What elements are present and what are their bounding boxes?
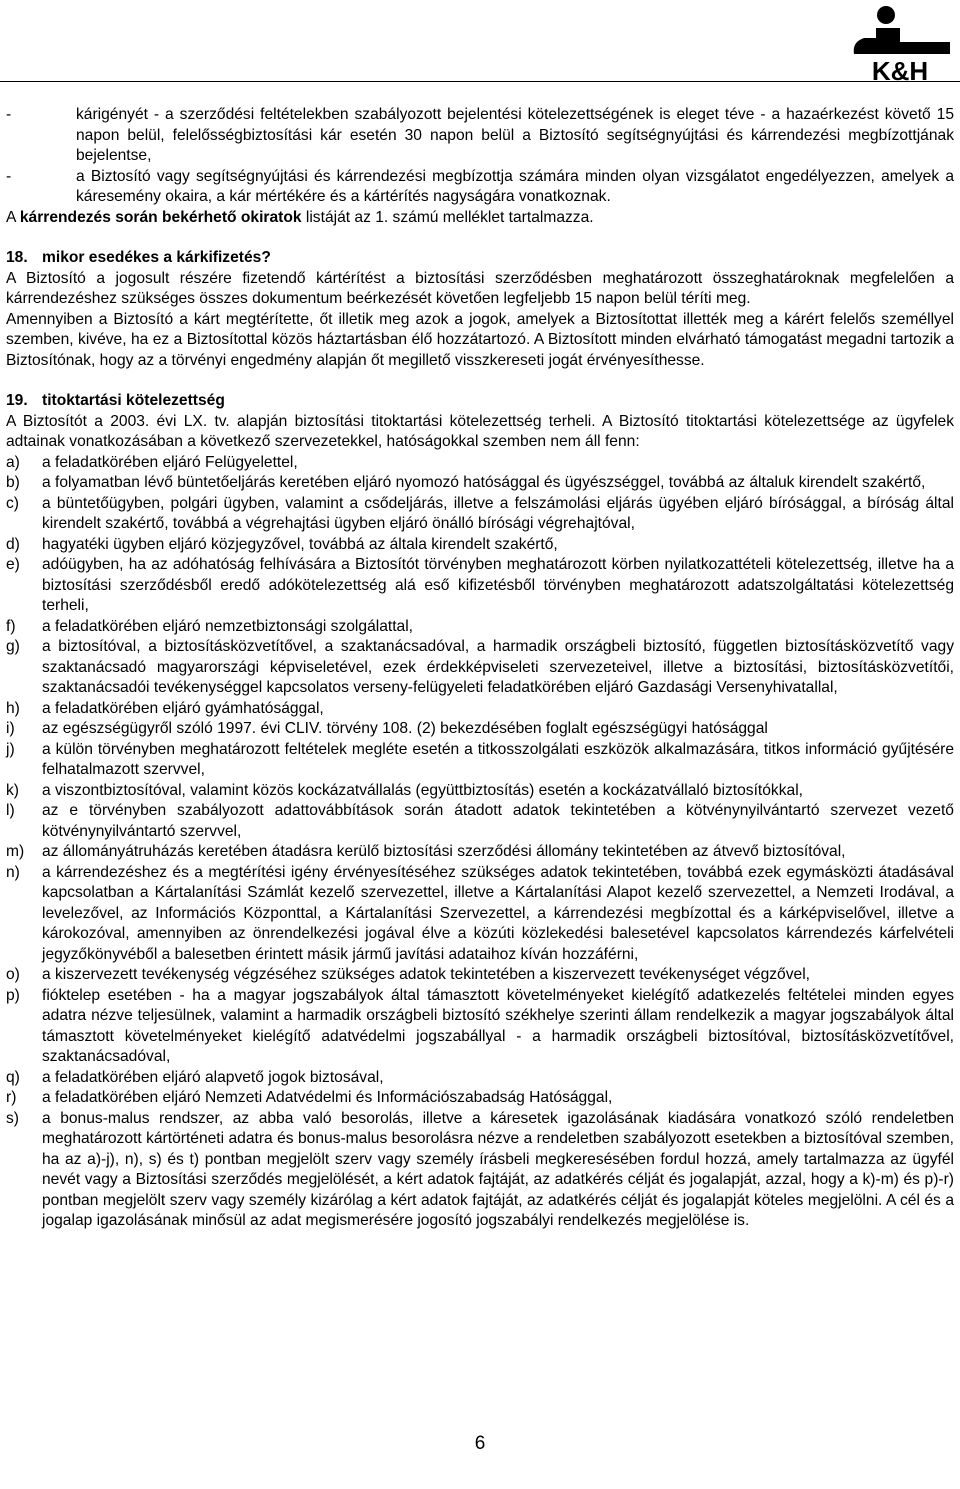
list-item <box>6 555 954 617</box>
list-item-label: c) <box>6 494 19 512</box>
list-item-text: a folyamatban lévő büntetőeljárás keretében eljáró nyomozó hatósággal és ügyészséggel, továbbá az általuk kirendelt szakértő, <box>42 474 926 491</box>
list-item-label: f) <box>6 617 16 635</box>
section-18-paragraph-2: Amennyiben a Biztosító a kárt megtérítette, őt illetik meg azok a jogok, amelyek a Biztosítottat illették meg a kárért felelős személlyel szemben, kivéve, ha ez a Biztosítottal közös háztartásban élő hozzátartozó. A Biztosított minden elvárható támogatást megadni tartozik a Biztosítónak, hogy az a törvényi engedmény alapján őt megillető visszkereseti jogát érvényesíthesse. <box>6 310 954 369</box>
list-item-text: a feladatkörében eljáró gyámhatósággal, <box>42 699 324 717</box>
list-item <box>6 453 954 474</box>
logo-wordmark: K&H <box>871 56 929 82</box>
section-18-heading <box>6 248 954 269</box>
list-item-text: a büntetőügyben, polgári ügyben, valamint a csődeljárás, illetve a felszámolási eljárás ügyében eljáró bírósággal, a bíróság által kirendelt szakértő, továbbá a végrehajtási ügyben eljáró önálló bírósági végrehajtóval, <box>42 494 954 532</box>
list-item-text: a feladatkörében eljáró Felügyelettel, <box>42 453 298 471</box>
list-item-text: az e törvényben szabályozott adattovábbítások során átadott adatok tekintetében a kötvénynyilvántartó szervezet vezető kötvénynyilvántartó szervvel, <box>42 802 954 840</box>
list-item-label: l) <box>6 802 15 819</box>
list-item <box>6 842 954 863</box>
kh-logo <box>846 4 954 82</box>
list-item-label: g) <box>6 638 20 655</box>
list-item-text: a feladatkörében eljáró Nemzeti Adatvédelmi és Információszabadság Hatósággal, <box>42 1089 613 1106</box>
list-item <box>6 965 954 986</box>
list-item-label: j) <box>6 740 15 758</box>
list-item <box>6 167 954 208</box>
list-item-text: fióktelep esetében - ha a magyar jogszabályok által támasztott követelményeket kielégítő adatkezelés feltételei minden egyes adatra nézve teljesülnek, valamint a harmadik országbeli biztosító székhelye szerinti állam rendelkezik a magyar jogszabályok által támasztott követelményeket kielégítő adatvédelmi jogszabállyal - a harmadik országbeli biztosítóval, biztosításközvetítővel, szaktanácsadóval, <box>42 986 954 1065</box>
documents-note-bold: kárrendezés során bekérhető okiratok <box>19 208 302 226</box>
list-item-label: p) <box>6 986 20 1004</box>
list-item <box>6 1088 954 1109</box>
list-item <box>6 699 954 720</box>
list-item-dash: - <box>6 106 12 123</box>
list-item-text: a viszontbiztosítóval, valamint közös kockázatvállalás (együttbiztosítás) esetén a kockázatvállaló biztosítókkal, <box>42 781 803 799</box>
list-item-text: a külön törvényben meghatározott feltételek megléte esetén a titkosszolgálati eszközök alkalmazására, titkos információ gyűjtésére felhatalmazott szervvel, <box>42 740 954 778</box>
list-item <box>6 863 954 966</box>
section-number: 18. <box>6 249 28 266</box>
list-item <box>6 1109 954 1232</box>
list-item <box>6 473 954 494</box>
document-body <box>6 105 954 1232</box>
documents-note: A kárrendezés során bekérhető okiratok listáját az 1. számú melléklet tartalmazza. <box>6 208 594 226</box>
list-item-label: d) <box>6 535 20 553</box>
header-rule <box>0 81 960 82</box>
list-item-label: r) <box>6 1089 17 1106</box>
section-19-paragraph-1: A Biztosítót a 2003. évi LX. tv. alapján biztosítási titoktartási kötelezettség terheli. A Biztosító titoktartási kötelezettsége az ügyfelek adtainak vonatkozásában a következő szervezetekkel, hatóságokkal szemben nem áll fenn: <box>6 412 954 450</box>
page-number: 6 <box>474 1433 486 1454</box>
section-19-list <box>6 453 954 1232</box>
section-title: mikor esedékes a kárkifizetés? <box>42 249 271 266</box>
section-number: 19. <box>6 392 28 409</box>
list-item-text: kárigényét - a szerződési feltételekben szabályozott bejelentési kötelezettségének is eleget téve - a hazaérkezést követő 15 napon belül, felelősségbiztosítási kár esetén 30 napon belül a Biztosító segítségnyújtási és kárrendezési megbízottjának bejelentse, <box>76 106 954 164</box>
list-item <box>6 740 954 781</box>
list-item-label: o) <box>6 966 20 983</box>
list-item-label: q) <box>6 1068 20 1086</box>
list-item <box>6 1068 954 1089</box>
section-19-heading <box>6 391 954 412</box>
list-item <box>6 801 954 842</box>
list-item-label: b) <box>6 474 20 491</box>
list-item-text: a kárrendezéshez és a megtérítési igény érvényesítéséhez szükséges adatok tekintetében, továbbá ezek egymásközti átadásával kapcsolatban a Kártalanítási Számlát kezelő szervezettel, illetve a Kártalanítási Alapot kezelő szervezettel, a Nemzeti Irodával, a levelezővel, az Információs Központtal, a Kártalanítási Szervezettel, a kárrendezési megbízottal és a kárképviselővel, illetve a károkozóval, amennyiben az önrendelkezési jogával élve a közúti közlekedési balesetével kapcsolatos kárrendezés kárfelvételi jegyzőkönyvéből a balesetben érintett másik jármű javítási adataihoz kíván hozzáférni, <box>42 863 954 963</box>
list-item-text: a feladatkörében eljáró alapvető jogok biztosával, <box>42 1068 384 1086</box>
list-item-text: a feladatkörében eljáró nemzetbiztonsági szolgálattal, <box>42 617 414 635</box>
list-item-text: a bonus-malus rendszer, az abba való besorolás, illetve a káresetek igazolásának kiadására vonatkozó szóló rendeletben meghatározott kártörténeti adatra és bonus-malus besorolásra nézve a rendeletben szabályozott esetekben a biztosítóval szemben, ha az a)-j), n), s) és t) pontban megjelölt szerv vagy személy írásbeli megkeresésében fordul hozzá, amely tartalmazza az ügyfél nevét vagy a Biztosítási szerződés megjelölését, a kért adatok fajtáját, az adatkérés célját és jogalapját, azzal, hogy a k)-m) és p)-r) pontban megjelölt szerv vagy személy kizárólag a kért adatok fajtáját, az adatkérés célját és jogalapját köteles megjelölni. A cél és a jogalap igazolásának minősül az adat megismerésére jogosító jogszabályi rendelkezés megjelölése is. <box>42 1109 954 1229</box>
list-item <box>6 986 954 1068</box>
list-item-text: a Biztosító vagy segítségnyújtási és kárrendezési megbízottja számára minden olyan vizsgálatot engedélyezzen, amelyek a káresemény okaira, a kár mértékére és a kártérítés nagyságára vonatkoznak. <box>76 167 954 205</box>
list-item <box>6 719 954 740</box>
list-item <box>6 781 954 802</box>
section-18-paragraph-1: A Biztosító a jogosult részére fizetendő kártérítést a biztosítási szerződésben meghatározott összeghatároknak megfelelően a kárrendezéshez szükséges összes dokumentum beérkezését követően legfeljebb 15 napon belül téríti meg. <box>6 269 954 307</box>
list-item-text: a biztosítóval, a biztosításközvetítővel, a szaktanácsadóval, a harmadik országbeli biztosító, független biztosításközvetítő vagy szaktanácsadó magyarországi képviseletével, ezek érdekképviseleti szervezeteivel, illetve a biztosítási, biztosításközvetítői, szaktanácsadói tevékenységgel kapcsolatos verseny-felügyeleti feladatkörében eljáró Gazdasági Versenyhivatallal, <box>42 638 954 696</box>
list-item-text: az állományátruházás keretében átadásra kerülő biztosítási szerződési állomány tekintetében az átvevő biztosítóval, <box>42 843 846 860</box>
list-item <box>6 105 954 167</box>
list-item-text: hagyatéki ügyben eljáró közjegyzővel, továbbá az általa kirendelt szakértő, <box>42 535 558 553</box>
list-item <box>6 494 954 535</box>
list-item-label: a) <box>6 453 20 471</box>
list-item <box>6 617 954 638</box>
section-title: titoktartási kötelezettség <box>42 392 225 409</box>
list-item-text: a kiszervezett tevékenység végzéséhez szükséges adatok tekintetében a kiszervezett tevékenységet végzővel, <box>42 966 810 983</box>
list-item-text: az egészségügyről szóló 1997. évi CLIV. törvény 108. (2) bekezdésében foglalt egészségügyi hatósággal <box>42 720 768 737</box>
list-item <box>6 637 954 699</box>
list-item-label: m) <box>6 843 25 860</box>
list-item-label: n) <box>6 863 20 881</box>
list-item-label: k) <box>6 781 19 799</box>
list-item-label: e) <box>6 556 20 573</box>
list-item-label: s) <box>6 1109 19 1127</box>
list-item-text: adóügyben, ha az adóhatóság felhívására a Biztosítót törvényben meghatározott körben nyilatkozattételi kötelezettség, illetve ha a biztosítási szerződésből eredő adókötelezettség alá eső kifizetésből törvényben meghatározott adatszolgáltatási kötelezettség terheli, <box>42 556 954 614</box>
list-item-dash: - <box>6 167 12 185</box>
list-item-label: i) <box>6 720 15 737</box>
list-item <box>6 535 954 556</box>
list-item-label: h) <box>6 699 20 717</box>
